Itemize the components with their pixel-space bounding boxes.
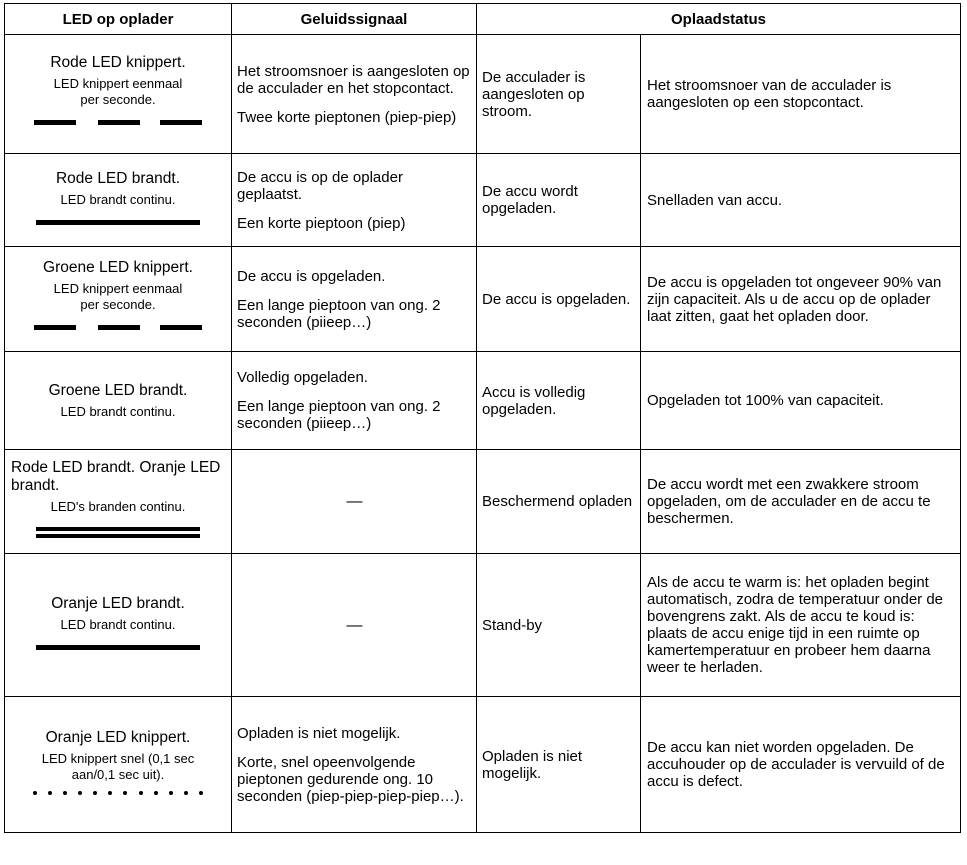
led-subtitle: LED brandt continu. — [60, 403, 176, 419]
led-subtitle: LED knippert snel (0,1 sec aan/0,1 sec uit). — [41, 750, 195, 782]
led-subtitle: LED knippert eenmaal per seconde. — [53, 281, 183, 312]
detail-cell: Snelladen van accu. — [641, 154, 961, 247]
led-cell — [5, 35, 232, 154]
led-title: Rode LED knippert. — [50, 54, 186, 71]
led-subtitle: LED's branden continu. — [50, 499, 186, 514]
signal-line: Korte, snel opeenvolgende pieptonen gedurende ong. 10 seconden (piep-piep-piep-piep…). — [237, 753, 464, 805]
status-cell: De acculader is aangesloten op stroom. — [477, 35, 641, 154]
status-cell: Beschermend opladen — [477, 450, 641, 554]
table-row — [5, 352, 961, 450]
status-cell: De accu is opgeladen. — [477, 247, 641, 352]
signal-cell — [232, 154, 477, 247]
led-title: Groene LED brandt. — [48, 381, 188, 399]
led-cell — [5, 154, 232, 247]
status-cell: Stand-by — [477, 554, 641, 697]
signal-line: Een lange pieptoon van ong. 2 seconden (piieep…) — [237, 296, 441, 331]
signal-cell: — — [232, 554, 477, 697]
led-title: Oranje LED brandt. — [51, 594, 185, 612]
led-subtitle: LED brandt continu. — [60, 616, 176, 632]
status-cell: Opladen is niet mogelijk. — [477, 697, 641, 833]
blink-indicator — [34, 325, 202, 331]
led-subtitle: LED knippert eenmaal per seconde. — [53, 76, 183, 107]
blink-indicator — [34, 120, 202, 126]
status-cell: De accu wordt opgeladen. — [477, 154, 641, 247]
detail-cell: Als de accu te warm is: het opladen begint automatisch, zodra de temperatuur onder de bovengrens zakt. Als de accu te koud is: plaats de accu enige tijd in een ruimte op kamertemperatuur en probeer hem daarna weer te herladen. — [641, 554, 961, 697]
led-title: Groene LED knippert. — [43, 259, 193, 276]
led-cell — [5, 697, 232, 833]
signal-line: Twee korte pieptonen (piep-piep) — [237, 108, 457, 126]
signal-cell — [232, 247, 477, 352]
led-title: Rode LED brandt. Oranje LED brandt. — [11, 459, 221, 494]
table-row — [5, 154, 961, 247]
table-row — [5, 35, 961, 154]
signal-line: Een korte pieptoon (piep) — [237, 214, 406, 232]
double-solid-indicator — [36, 527, 200, 538]
header-signal: Geluidssignaal — [232, 4, 477, 35]
led-cell — [5, 450, 232, 554]
signal-line: Een lange pieptoon van ong. 2 seconden (piieep…) — [237, 398, 441, 432]
signal-cell — [232, 697, 477, 833]
solid-indicator — [36, 645, 200, 650]
detail-cell: Opgeladen tot 100% van capaciteit. — [641, 352, 961, 450]
table-row — [5, 554, 961, 697]
signal-line: Volledig opgeladen. — [237, 369, 368, 386]
led-cell — [5, 247, 232, 352]
signal-cell — [232, 35, 477, 154]
signal-line: De accu is op de oplader geplaatst. — [237, 168, 403, 203]
signal-line: De accu is opgeladen. — [237, 267, 386, 285]
led-title: Oranje LED knippert. — [45, 728, 191, 746]
detail-cell: De accu is opgeladen tot ongeveer 90% van zijn capaciteit. Als u de accu op de oplader laat zitten, gaat het opladen door. — [641, 247, 961, 352]
led-title: Rode LED brandt. — [55, 169, 181, 187]
led-status-table — [4, 3, 961, 833]
detail-cell: De accu wordt met een zwakkere stroom opgeladen, om de acculader en de accu te beschermen. — [641, 450, 961, 554]
solid-indicator — [36, 220, 200, 225]
detail-cell: De accu kan niet worden opgeladen. De accuhouder op de acculader is vervuild of de accu is defect. — [641, 697, 961, 833]
header-led: LED op oplader — [5, 4, 232, 35]
led-cell — [5, 554, 232, 697]
dotted-indicator — [33, 791, 203, 795]
table-row — [5, 450, 961, 554]
led-cell — [5, 352, 232, 450]
led-subtitle: LED brandt continu. — [60, 191, 176, 207]
detail-cell: Het stroomsnoer van de acculader is aangesloten op een stopcontact. — [641, 35, 961, 154]
table-header-row — [5, 4, 961, 35]
signal-line: Opladen is niet mogelijk. — [237, 724, 401, 742]
signal-cell: — — [232, 450, 477, 554]
status-cell: Accu is volledig opgeladen. — [477, 352, 641, 450]
table-row — [5, 697, 961, 833]
signal-line: Het stroomsnoer is aangesloten op de acculader en het stopcontact. — [237, 62, 470, 97]
header-status: Oplaadstatus — [477, 4, 961, 35]
table-row — [5, 247, 961, 352]
signal-cell — [232, 352, 477, 450]
